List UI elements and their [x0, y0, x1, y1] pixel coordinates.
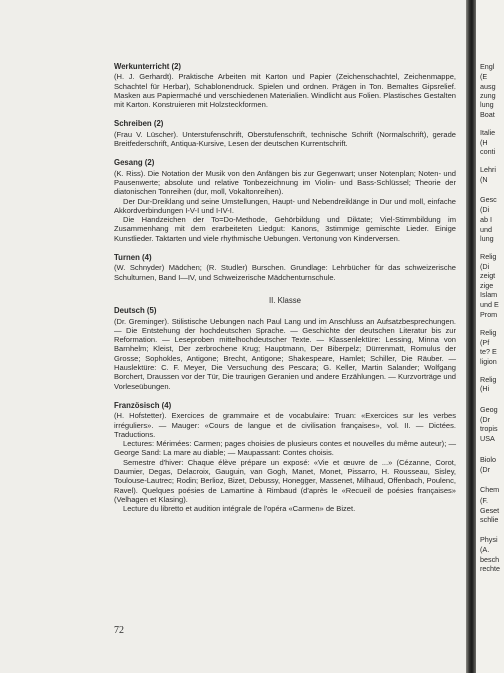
course-section	[114, 401, 456, 514]
course-heading: Werkunterricht (2)	[114, 62, 182, 71]
facing-page-text-fragment: Geset	[480, 506, 500, 515]
course-section	[114, 306, 456, 391]
facing-page-text-fragment: Prom	[480, 310, 498, 319]
facing-page-text-fragment: Islam	[480, 290, 498, 299]
course-paragraph: (Dr. Greminger). Stilistische Uebungen nach Paul Lang und im Anschluss an Aufsatzbesprechungen. — Die Entstehung der hochdeutschen Sprache. — Geschichte der deutschen Literatur bis zur Reformation. — Leseproben mittelhochdeutscher Texte. — Klassenlektüre: Lessing, Minna von Barnhelm; Kleist, Der zerbrochene Krug; Hauptmann, Der Biberpelz; Dürrenmatt, Romulus der Grosse; Sophokles, Antigone; Brecht, Antigone; Shakespeare, Hamlet; Schiller, Die Räuber. — Hauslektüre: C. F. Meyer, Die Versuchung des Pescara; G. Keller, Martin Salander; Wolfgang Borchert, Draussen vor der Tür, Die traurigen Geranien und andere Erzählungen. — Kurzvorträge und Vorleseübungen.	[114, 316, 456, 391]
course-paragraph: (H. Hofstetter). Exercices de grammaire et de vocabulaire: Truan: «Exercices sur les verbes irréguliers». — Mauger: «Cours de langue et de civilisation françaises», vol. II. — Dictées. Traductions.	[114, 411, 456, 439]
facing-page-text-fragment: zige	[480, 281, 494, 290]
course-sections-class-2	[114, 306, 456, 513]
facing-page-text-fragment: besch	[480, 555, 500, 564]
facing-page-heading-fragment: Relig	[480, 375, 497, 384]
facing-page-heading-fragment: Geog	[480, 405, 498, 414]
course-paragraph: Semestre d'hiver: Chaque élève prépare un exposé: «Vie et œuvre de ...» (Cézanne, Corot, Daumier, Degas, Delacroix, Gauguin, van Gogh, Manet, Monet, Pissarro, H. Rousseau, Sisley, Toulouse-Lautrec; Rodin; Berlioz, Bizet, Debussy, Honegger, Massenet, Milhaud, Offenbach, Poulenc, Ravel). Quelques poésies de Lamartine à Rimbaud (d'après le «Recueil de poésies françaises» (Velhagen et Klasing).	[114, 457, 456, 504]
facing-page-text-fragment: (Di	[480, 262, 490, 271]
course-paragraph: Lecture du libretto et audition intégrale de l'opéra «Carmen» de Bizet.	[123, 504, 356, 514]
facing-page-text-fragment: lung	[480, 234, 494, 243]
facing-page-heading-fragment: Gesc	[480, 195, 497, 204]
course-section	[114, 119, 456, 148]
facing-page-heading-fragment: Lehri	[480, 165, 496, 174]
course-paragraph: Lectures: Mérimées: Carmen; pages choisies de plusieurs contes et nouvelles du même auteur); — George Sand: La mare au diable; — Maupassant: Contes choisis.	[114, 439, 456, 458]
facing-page-text-fragment: (Hi	[480, 384, 490, 393]
facing-page-heading-fragment: Physi	[480, 535, 498, 544]
facing-page-text-fragment: (E	[480, 72, 488, 81]
facing-page-text-fragment: und E	[480, 300, 499, 309]
book-spine-shadow	[466, 0, 476, 673]
course-paragraph: (W. Schnyder) Mädchen; (R. Studler) Burschen. Grundlage: Lehrbücher für das schweizerische Schulturnen, Band I—IV, und Schweizerische Mädchenturnschule.	[114, 263, 456, 282]
facing-page-text-fragment: te? E	[480, 347, 497, 356]
course-sections-class-1	[114, 62, 456, 282]
facing-page-text-fragment: (F.	[480, 496, 488, 505]
facing-page-text-fragment: ausg	[480, 82, 496, 91]
facing-page-heading-fragment: Biolo	[480, 455, 496, 464]
course-heading: Schreiben (2)	[114, 119, 164, 129]
facing-page-edge	[476, 0, 504, 673]
page-number: 72	[114, 625, 124, 636]
facing-page-text-fragment: zeigt	[480, 271, 496, 280]
facing-page-heading-fragment: Relig	[480, 328, 497, 337]
course-section	[114, 158, 456, 243]
page-body	[114, 62, 456, 523]
facing-page-text-fragment: (Dr	[480, 415, 490, 424]
facing-page-text-fragment: (Di	[480, 205, 490, 214]
facing-page-text-fragment: (Pf	[480, 338, 490, 347]
course-heading: Französisch (4)	[114, 400, 172, 410]
facing-page-text-fragment: (N	[480, 175, 488, 184]
facing-page-text-fragment: (Dr	[480, 465, 490, 474]
facing-page-text-fragment: rechte	[480, 564, 500, 573]
facing-page-text-fragment: conti	[480, 147, 496, 156]
facing-page-heading-fragment: Chem	[480, 485, 500, 494]
facing-page-text-fragment: tropis	[480, 424, 498, 433]
facing-page-text-fragment: schlie	[480, 515, 499, 524]
course-section	[114, 253, 456, 282]
course-heading: Turnen (4)	[114, 253, 152, 263]
course-heading: Deutsch (5)	[114, 306, 157, 316]
course-paragraph: Die Handzeichen der To=Do-Methode, Gehörbildung und Diktate; Viel-Stimmbildung im Zusammenhang mit dem erarbeiteten Liedgut: Kanons, 3stimmige gemischte Lieder. Einige Kunstlieder. Taktarten und viele rhythmische Uebungen. Vertonung von Kinderversen.	[114, 215, 456, 243]
facing-page-heading-fragment: Engl	[480, 62, 495, 71]
facing-page-text-fragment: Boat	[480, 110, 495, 119]
facing-page-text-fragment: und	[480, 225, 492, 234]
facing-page-text-fragment: lung	[480, 100, 494, 109]
facing-page-text-fragment: USA	[480, 434, 495, 443]
facing-page-text-fragment: ligion	[480, 357, 497, 366]
facing-page-text-fragment: zung	[480, 91, 496, 100]
course-paragraph: Der Dur-Dreiklang und seine Umstellungen, Haupt- und Nebendreiklänge in Dur und moll, einfache Akkordverbindungen I-V-I und I-IV-I.	[114, 196, 456, 215]
facing-page-heading-fragment: Italie	[480, 128, 496, 137]
course-paragraph: (K. Riss). Die Notation der Musik von den Anfängen bis zur Gegenwart; unser Notenplan; Noten- und Pausenwerte; absolute und relative Tonbezeichnung im Violin- und Bass-Schlüssel; Theorie der diatonischen Tonreihen (dur, moll, Vokaltonreihen).	[114, 168, 456, 197]
facing-page-text-fragment: (H	[480, 138, 488, 147]
facing-page-text-fragment: ab I	[480, 215, 492, 224]
course-section	[114, 62, 456, 109]
class-heading: II. Klasse	[268, 295, 302, 305]
facing-page-text-fragment: (A.	[480, 545, 490, 554]
course-paragraph: (Frau V. Lüscher). Unterstufenschrift, Oberstufenschrift, technische Schrift (Normalschrift), gerade Breitfederschrift, Antiqua-Kursive, Lesen der deutschen Kurrentschrift.	[114, 129, 456, 149]
course-paragraph: (H. J. Gerhardt). Praktische Arbeiten mit Karton und Papier (Zeichenschachtel, Zeichenmappe, Schachtel für Herbar), Schablonendruck. Spielen und ordnen. Prägen in Ton. Bemaltes Gipsrelief. Masken aus Papiermaché und verschiedenen Materialien. Windlicht aus Folien. Plastisches Gestalten mit Karton. Konstruieren mit Holzsteckformen.	[114, 72, 456, 110]
course-heading: Gesang (2)	[114, 158, 155, 168]
facing-page-heading-fragment: Relig	[480, 252, 497, 261]
